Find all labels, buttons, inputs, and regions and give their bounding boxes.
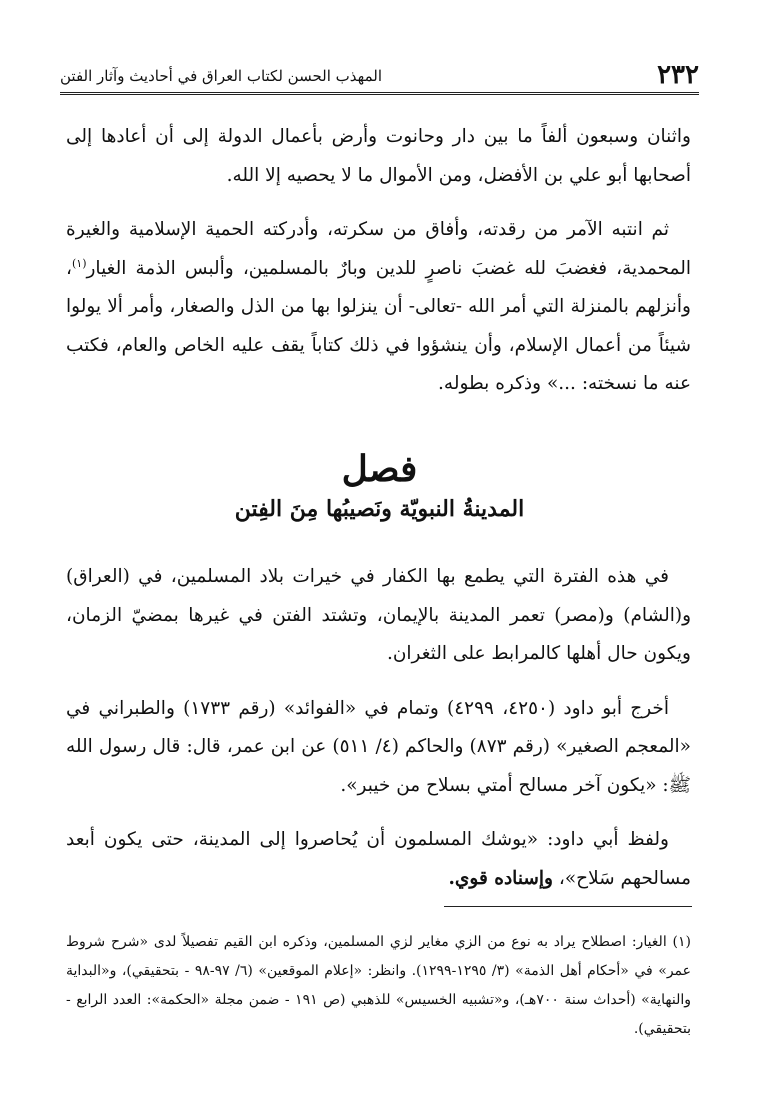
page-number: ٢٣٢ (657, 60, 699, 90)
body-text-top (66, 118, 691, 404)
paragraph (66, 821, 691, 898)
section-title: المدينةُ النبويّة ونَصيبُها مِنَ الفِتن (234, 496, 525, 522)
paragraph: واثنان وسبعون ألفاً ما بين دار وحانوت وأرض بأعمال الدولة إلى أن أعادها إلى أصحابها أبو علي بن الأفضل، ومن الأموال ما لا يحصيه إلا الله. (66, 126, 691, 186)
running-header (60, 58, 699, 90)
header-rule (60, 92, 699, 95)
paragraph: أخرج أبو داود (٤٢٥٠، ٤٢٩٩) وتمام في «الفوائد» (رقم ١٧٣٣) والطبراني في «المعجم الصغير» (رقم ٨٧٣) والحاكم (٤/ ٥١١) عن ابن عمر، قال: قال رسول الله ﷺ: «يكون آخر مسالح أمتي بسلاح من خيبر». (66, 697, 691, 796)
footnote: (١) الغيار: اصطلاح يراد به نوع من الزي مغاير لزي المسلمين، وذكره ابن القيم تفصيلاً لدى «شرح شروط عمر» في «أحكام أهل الذمة» (٣/ ١٢٩٥-١٢٩٩). وانظر: «إعلام الموقعين» (٦/ ٩٧-٩٨ - بتحقيقي)، و«البداية والنهاية» (أحداث سنة ٧٠٠هـ)، و«تشبيه الخسيس» للذهبي (ص ١٩١ - ضمن مجلة «الحكمة»: العدد الرابع - بتحقيقي). (66, 934, 692, 1037)
paragraph-text: ثم انتبه الآمر من رقدته، وأفاق من سكرته، وأدركته الحمية الإسلامية والغيرة المحمدية، فغضبَ لله غضبَ ناصرٍ للدين وبارٌ بالمسلمين، وألبس الذمة الغيار (66, 219, 691, 279)
running-title: المهذب الحسن لكتاب العراق في أحاديث وآثار الفتن (60, 67, 382, 85)
footnote-marker: (١) (71, 256, 87, 270)
paragraph (66, 211, 691, 404)
paragraph-text: ولفظ أبي داود: «يوشك المسلمون أن يُحاصروا إلى المدينة، حتى يكون أبعد مسالحهم سَلاح»، (66, 829, 691, 889)
section-ornament-text: فصل (341, 448, 418, 490)
footnote-rule (444, 906, 692, 907)
grading-text: وإسناده قوي. (448, 867, 553, 889)
paragraph-text: ، وأنزلهم بالمنزلة التي أمر الله -تعالى- أن ينزلوا بها من الذل والصغار، وأمر ألا يولوا شيئاً من أعمال الإسلام، وأن ينشؤوا في ذلك كتاباً يقف عليه الخاص والعام، فكتب عنه ما نسخته: ...» وذكره بطوله. (66, 257, 691, 394)
paragraph: في هذه الفترة التي يطمع بها الكفار في خيرات بلاد المسلمين، في (العراق) و(الشام) و(مصر) تعمر المدينة بالإيمان، وتشتد الفتن في غيرها بمضيّ الزمان، ويكون حال أهلها كالمرابط على الثغران. (66, 566, 691, 664)
section-ornament (0, 448, 759, 490)
body-text-bottom (66, 558, 691, 898)
